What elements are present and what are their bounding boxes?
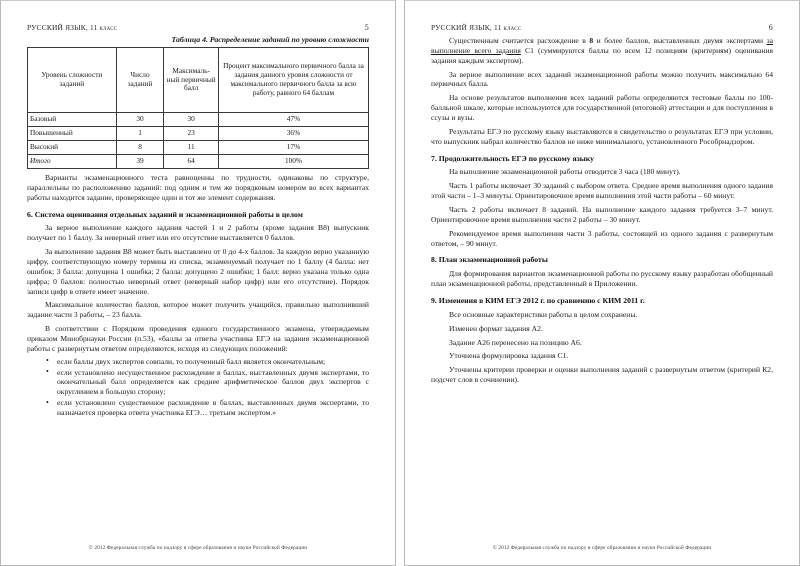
section-9-heading: 9. Изменения в КИМ ЕГЭ 2012 г. по сравнению с КИМ 2011 г. — [431, 296, 645, 306]
difficulty-distribution-table — [27, 47, 369, 169]
page-number: 6 — [768, 23, 773, 32]
running-head-right — [431, 23, 773, 32]
cell-percent: 100% — [218, 155, 368, 169]
cell-count: 30 — [116, 113, 164, 127]
paragraph-max-points: За верное выполнение всех заданий экзаменационной работы можно получить максимально 64 первичных балла. — [431, 69, 773, 89]
table-row — [28, 127, 369, 141]
divergence-underlined-phrase: за выполнение всего задания — [431, 36, 773, 55]
section-6-paragraph-3: Максимальное количество баллов, которое может получить учащийся, правильно выполнивший задание части 3 работы, – 23 балла. — [27, 300, 369, 320]
list-item: • если установлено существенное расхождение в баллах, выставленных двумя экспертами, то назначается проверка ответа участника ЕГЭ… третьим экспертом.» — [57, 398, 369, 418]
running-head-subject: РУССКИЙ ЯЗЫК, 11 класс — [27, 23, 118, 32]
column-header-count: Число заданий — [116, 48, 164, 113]
section-9-item-3: Задание А26 перенесено на позицию А6. — [449, 337, 582, 347]
section-6-paragraph-1: За верное выполнение каждого задания частей 1 и 2 работы (кроме задания В8) выпускник получает по 1 баллу. За неверный ответ или его отсутствие выставляется 0 баллов. — [27, 223, 369, 243]
cell-max-primary: 64 — [164, 155, 219, 169]
paragraph-variants: Варианты экзаменационного теста равноценны по трудности, одинаковы по структуре, параллельны по расположению заданий: под одним и тем же порядковым номером во всех вариантах работы находится задание, проверяющее один и тот же элемент содержания. — [27, 173, 369, 202]
scoring-rules-list — [27, 357, 369, 418]
table-caption: Таблица 4. Распределение заданий по уровню сложности — [171, 35, 369, 44]
section-9-item-4: Уточнена формулировка задания С1. — [449, 351, 569, 361]
cell-percent: 36% — [218, 127, 368, 141]
paragraph-test-scores: На основе результатов выполнения всех заданий работы определяются тестовые баллы по 100-балльной шкале, которые используются для государственной (итоговой) аттестации и для поступления в ссузы и вузы. — [431, 93, 773, 123]
page-number: 5 — [364, 23, 369, 32]
divergence-threshold-value: 8 — [589, 36, 594, 45]
list-item: • если установлено несущественное расхождение в баллах, выставленных двумя экспертами, то окончательный балл определяется как среднее арифметическое баллов двух экспертов с округлением в большую сторону; — [57, 368, 369, 398]
section-8-heading: 8. План экзаменационной работы — [431, 255, 548, 265]
running-head-left — [27, 23, 369, 32]
paragraph-divergence — [431, 36, 773, 66]
section-6-paragraph-4: В соответствии с Порядком проведения единого государственного экзамена, утверждаемым приказом Минобрнауки России (п.53), «баллы за ответы участника ЕГЭ на задания экзаменационной работы с развернутым ответом определяются, исходя из следующих положений: — [27, 324, 369, 353]
divergence-text-part-2: и более баллов, выставленных двумя экспертами — [593, 36, 767, 45]
cell-count: 8 — [116, 141, 164, 155]
divergence-text-part-3: С1 (суммируются баллы по всем 12 позициям (критериям) оценивания задания каждым экспертом). — [431, 45, 774, 65]
section-9-item-1: Все основные характеристики работы в целом сохранены. — [449, 309, 638, 319]
section-9-item-5: Уточнены критерии проверки и оценки выполнения заданий с развернутым ответом (критерий К2, подсчет слов в сочинении). — [431, 365, 773, 385]
cell-level: Базовый — [28, 113, 117, 127]
divergence-text-part-1: Существенным считается расхождение в — [449, 36, 590, 45]
page-footer-copyright: © 2012 Федеральная служба по надзору в сфере образования и науки Российской Федерации — [88, 545, 308, 551]
table-row — [28, 113, 369, 127]
column-header-percent: Процент максимального первичного балла за задания данного уровня сложности от максимального первичного балла за всю работу, равного 64 баллам — [218, 48, 368, 113]
list-item: • если баллы двух экспертов совпали, то полученный балл является окончательным; — [57, 357, 369, 367]
cell-percent: 47% — [218, 113, 368, 127]
section-6-paragraph-2: За выполнение задания В8 может быть выставлено от 0 до 4-х баллов. За каждую верно указанную цифру, соответствующую номеру термина из списка, экзаменуемый получает по 1 баллу (4 балла: нет ошибок; 3 балла: допущена 1 ошибка; 2 балла: допущено 2 ошибки; 1 балл: верно указана только одна цифра; 0 баллов: полностью неверный ответ (неверный набор цифр) или его отсутствие). Порядок записи цифр в ответе имеет значение. — [27, 247, 369, 296]
column-header-level: Уровень сложности заданий — [28, 48, 117, 113]
column-header-max-primary: Максималь-ный первичный балл — [164, 48, 219, 113]
section-7-heading: 7. Продолжительность ЕГЭ по русскому языку — [431, 153, 594, 163]
cell-count: 1 — [116, 127, 164, 141]
cell-level: Повышенный — [28, 127, 117, 141]
table-row — [28, 141, 369, 155]
table-row-total — [28, 155, 369, 169]
document-page-6 — [404, 0, 800, 566]
section-9-item-2: Изменен формат задания А2. — [449, 323, 543, 333]
section-7-paragraph-4: Рекомендуемое время выполнения части 3 работы, состоящей из одного задания с развернутым ответом, – 90 минут. — [431, 228, 773, 248]
paragraph-certificate: Результаты ЕГЭ по русскому языку выставляются в свидетельство о результатах ЕГЭ при условии, что выпускник набрал количество баллов не ниже минимального, установленного Рособрнадзором. — [431, 126, 773, 146]
cell-level: Высокий — [28, 141, 117, 155]
cell-count: 39 — [116, 155, 164, 169]
section-8-paragraph-1: Для формирования вариантов экзаменационной работы по русскому языку разработан обобщенный план экзаменационной работы, представленный в Приложении. — [431, 269, 773, 289]
document-page-5 — [0, 0, 396, 566]
cell-max-primary: 23 — [164, 127, 219, 141]
cell-max-primary: 30 — [164, 113, 219, 127]
section-6-heading: 6. Система оценивания отдельных заданий и экзаменационной работы в целом — [27, 209, 303, 219]
cell-level: Итого — [28, 155, 117, 169]
section-7-paragraph-1: На выполнение экзаменационной работы отводится 3 часа (180 минут). — [449, 167, 681, 177]
section-7-paragraph-3: Часть 2 работы включает 8 заданий. На выполнение каждого задания требуется 3–7 минут. Ориентировочное время выполнения части 2 работы – 30 минут. — [431, 205, 773, 224]
page-footer-copyright: © 2012 Федеральная служба по надзору в сфере образования и науки Российской Федерации — [492, 545, 712, 551]
section-7-paragraph-2: Часть 1 работы включает 30 заданий с выбором ответа. Среднее время выполнения одного задания этой части – 1–3 минуты. Ориентировочное время выполнения этой части работы – 60 минут. — [431, 181, 773, 201]
cell-percent: 17% — [218, 141, 368, 155]
cell-max-primary: 11 — [164, 141, 219, 155]
table-header-row — [28, 48, 369, 113]
running-head-subject: РУССКИЙ ЯЗЫК, 11 класс — [431, 23, 522, 32]
